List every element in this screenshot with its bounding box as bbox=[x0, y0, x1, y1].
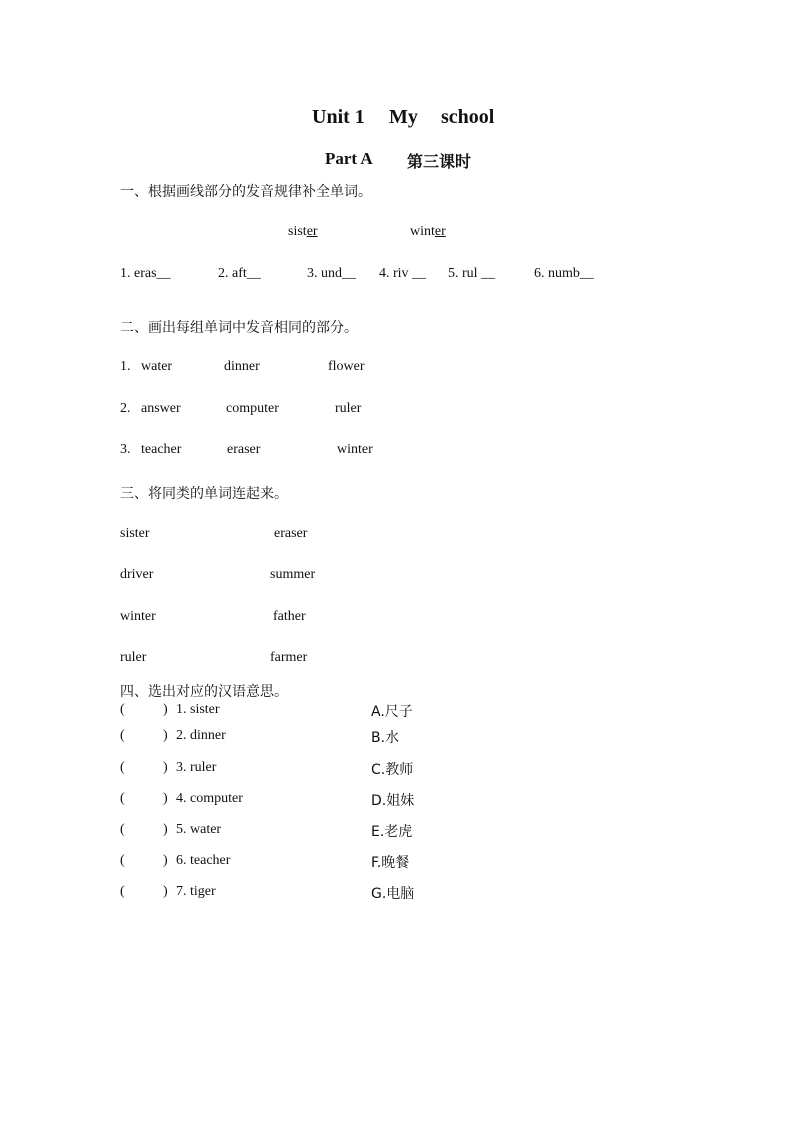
answer-paren-close: ) bbox=[163, 822, 168, 837]
row-number: 1. bbox=[120, 359, 131, 374]
fill-item-6: 6. numb__ bbox=[534, 266, 594, 281]
question-word: 7. tiger bbox=[176, 884, 216, 899]
fill-item-1: 1. eras__ bbox=[120, 266, 171, 281]
subtitle-lesson: 第三课时 bbox=[407, 152, 472, 171]
row-word: ruler bbox=[335, 401, 362, 416]
fill-item-2: 2. aft__ bbox=[218, 266, 261, 281]
match-left-word: ruler bbox=[120, 650, 147, 665]
answer-paren-close: ) bbox=[163, 760, 168, 775]
answer-paren-close: ) bbox=[163, 884, 168, 899]
option-meaning: F.晚餐 bbox=[371, 855, 410, 871]
section1-heading: 一、根据画线部分的发音规律补全单词。 bbox=[120, 184, 372, 200]
row-number: 2. bbox=[120, 401, 131, 416]
match-right-word: summer bbox=[270, 567, 316, 582]
title-school: school bbox=[441, 106, 495, 128]
option-meaning: D.姐妹 bbox=[371, 793, 415, 809]
fill-item-4: 4. riv __ bbox=[379, 266, 427, 281]
title-my: My bbox=[389, 106, 418, 128]
match-left-word: driver bbox=[120, 567, 154, 582]
row-word: winter bbox=[337, 442, 373, 457]
option-meaning: E.老虎 bbox=[371, 824, 413, 840]
answer-paren-open: ( bbox=[120, 853, 125, 868]
option-meaning: G.电脑 bbox=[371, 886, 415, 902]
option-meaning: C.教师 bbox=[371, 762, 414, 778]
example-word-1 bbox=[288, 224, 318, 240]
match-left-word: winter bbox=[120, 609, 156, 624]
question-word: 2. dinner bbox=[176, 728, 226, 743]
question-word: 4. computer bbox=[176, 791, 243, 806]
row-word: water bbox=[141, 359, 173, 374]
answer-paren-open: ( bbox=[120, 702, 125, 717]
title-unit: Unit 1 bbox=[312, 106, 365, 128]
example-ending: er bbox=[306, 224, 318, 239]
match-right-word: eraser bbox=[274, 526, 308, 541]
match-right-word: farmer bbox=[270, 650, 308, 665]
fill-item-5: 5. rul __ bbox=[448, 266, 496, 281]
question-word: 3. ruler bbox=[176, 760, 217, 775]
option-meaning: B.水 bbox=[371, 730, 400, 746]
answer-paren-open: ( bbox=[120, 884, 125, 899]
answer-paren-close: ) bbox=[163, 791, 168, 806]
question-word: 5. water bbox=[176, 822, 222, 837]
section2-heading: 二、画出每组单词中发音相同的部分。 bbox=[120, 320, 358, 336]
example-stem: sist bbox=[288, 224, 307, 239]
row-number: 3. bbox=[120, 442, 131, 457]
subtitle-part: Part A bbox=[325, 149, 373, 168]
match-left-word: sister bbox=[120, 526, 150, 541]
answer-paren-close: ) bbox=[163, 728, 168, 743]
row-word: answer bbox=[141, 401, 181, 416]
answer-paren-open: ( bbox=[120, 822, 125, 837]
answer-paren-close: ) bbox=[163, 853, 168, 868]
answer-paren-open: ( bbox=[120, 728, 125, 743]
answer-paren-close: ) bbox=[163, 702, 168, 717]
row-word: eraser bbox=[227, 442, 261, 457]
row-word: dinner bbox=[224, 359, 260, 374]
example-word-2 bbox=[410, 224, 446, 240]
answer-paren-open: ( bbox=[120, 791, 125, 806]
answer-paren-open: ( bbox=[120, 760, 125, 775]
row-word: computer bbox=[226, 401, 279, 416]
question-word: 1. sister bbox=[176, 702, 220, 717]
match-right-word: father bbox=[273, 609, 306, 624]
fill-item-3: 3. und__ bbox=[307, 266, 356, 281]
example-ending: er bbox=[434, 224, 446, 239]
section4-heading: 四、选出对应的汉语意思。 bbox=[120, 684, 288, 700]
row-word: teacher bbox=[141, 442, 182, 457]
question-word: 6. teacher bbox=[176, 853, 231, 868]
section3-heading: 三、将同类的单词连起来。 bbox=[120, 486, 288, 502]
example-stem: wint bbox=[410, 224, 435, 239]
option-meaning: A.尺子 bbox=[371, 704, 413, 720]
row-word: flower bbox=[328, 359, 365, 374]
